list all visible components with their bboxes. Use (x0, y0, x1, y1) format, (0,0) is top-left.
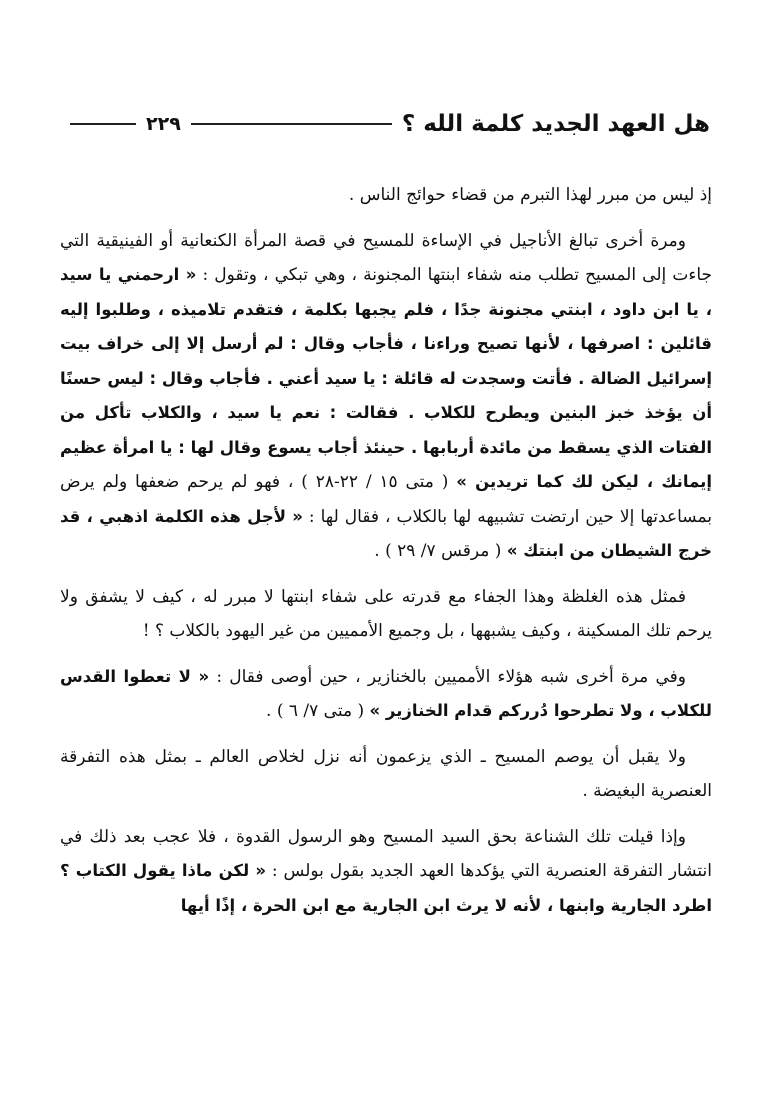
header-rule-short (70, 123, 136, 125)
paragraph (60, 178, 712, 213)
paragraph (60, 580, 712, 649)
body-text: ( مرقس ٧/ ٢٩ ) . (374, 541, 507, 561)
body-text: ولا يقبل أن يوصم المسيح ـ الذي يزعمون أنه نزل لخلاص العالم ـ بمثل هذه التفرقة العنصرية البغيضة . (60, 746, 712, 801)
body-text: ( متى ٧/ ٦ ) . (266, 701, 370, 721)
body-text: وفي مرة أخرى شبه هؤلاء الأمميين بالخنازير ، حين أوصى فقال : (209, 666, 686, 687)
paragraph (60, 224, 712, 569)
paragraph (60, 660, 712, 729)
body-text: إذ ليس من مبرر لهذا التبرم من قضاء حوائج الناس . (348, 185, 712, 205)
body-text: وإذا قيلت تلك الشناعة بحق السيد المسيح وهو الرسول القدوة ، فلا عجب بعد ذلك في انتشار التفرقة العنصرية التي يؤكدها العهد الجديد بقول بولس : (60, 826, 712, 881)
page-number: ٢٢٩ (146, 113, 181, 135)
body-text: ومرة أخرى تبالغ الأناجيل في الإساءة للمسيح في قصة المرأة الكنعانية أو الفينيقية التي جاءت إلى المسيح تطلب منه شفاء ابنتها المجنونة ، وهي تبكي ، وتقول : (60, 230, 713, 285)
scripture-quote: « لا تعطوا القدس للكلاب ، ولا تطرحوا دُرركم قدام الخنازير » (60, 666, 712, 720)
body-text: ( متى ١٥ / ٢٢-٢٨ ) ، فهو لم يرحم ضعفها ولم يرض بمساعدتها إلا حين ارتضت تشبيهه لها بالكلاب ، فقال لها : (60, 472, 712, 527)
scripture-quote: « ارحمني يا سيد ، يا ابن داود ، ابنتي مجنونة جدًا ، فلم يجبها بكلمة ، فتقدم تلاميذه ، وطلبوا إليه قائلين : اصرفها ، لأنها تصيح وراءنا ، فأجاب وقال : لم أرسل إلا إلى خراف بيت إسرائيل الضالة . فأتت وسجدت له قائلة : يا سيد أعني . فأجاب وقال : ليس حسنًا أن يؤخذ خبز البنين ويطرح للكلاب . فقالت : نعم يا سيد ، والكلاب تأكل من الفتات الذي يسقط من مائدة أربابها . حينئذ أجاب يسوع وقال لها : يا امرأة عظيم إيمانك ، ليكن لك كما تريدين » (60, 265, 712, 491)
page-body (60, 178, 712, 923)
paragraph (60, 740, 712, 809)
header-rule (191, 123, 392, 125)
running-header (70, 104, 710, 144)
scripture-quote: « لأجل هذه الكلمة اذهبي ، قد خرج الشيطان من ابنتك » (60, 506, 712, 560)
running-title: هل العهد الجديد كلمة الله ؟ (401, 111, 710, 137)
paragraph (60, 820, 712, 924)
body-text: فمثل هذه الغلظة وهذا الجفاء مع قدرته على شفاء ابنتها لا مبرر له ، كيف لا يشفق ولا يرحم تلك المسكينة ، وكيف يشبهها ، بل وجميع الأمميين من غير اليهود بالكلاب ؟ ! (60, 586, 712, 641)
scripture-quote: « لكن ماذا يقول الكتاب ؟ اطرد الجارية وابنها ، لأنه لا يرث ابن الجارية مع ابن الحرة ، إذًا أيها (60, 861, 712, 915)
